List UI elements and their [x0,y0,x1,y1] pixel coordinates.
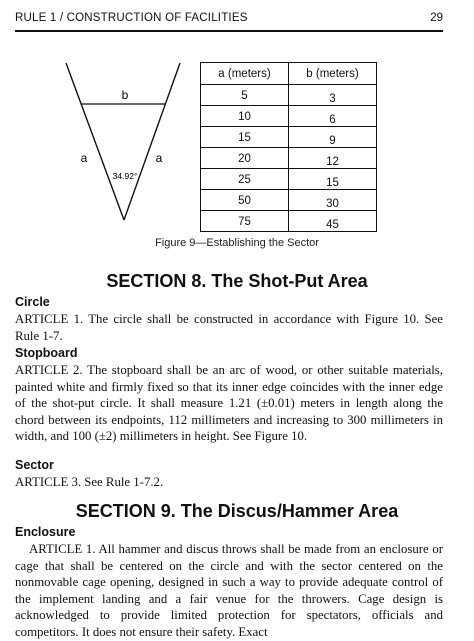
cell-a: 50 [201,190,289,211]
table-row [201,85,377,106]
table-row [201,127,377,148]
cell-b: 45 [289,211,377,232]
circle-paragraph: ARTICLE 1. The circle shall be constructed in accordance with Figure 10. See Rule 1-7. [15,312,443,343]
cell-a: 75 [201,211,289,232]
header-title: RULE 1 / CONSTRUCTION OF FACILITIES [15,12,248,24]
sector-heading: Sector [15,458,54,472]
sector-dimensions-table [200,62,377,232]
label-a-right: a [155,151,163,165]
sector-diagram [60,55,190,230]
section-8-heading: SECTION 8. The Shot-Put Area [106,271,368,291]
cell-a: 5 [201,85,289,106]
table-row [201,148,377,169]
sector-paragraph: ARTICLE 3. See Rule 1-7.2. [15,475,164,489]
label-a-left: a [80,151,88,165]
table-row [201,106,377,127]
sector-line-right [121,63,180,220]
cell-b: 30 [289,190,377,211]
stopboard-heading: Stopboard [15,346,78,360]
table-row [201,190,377,211]
table-row [201,211,377,232]
enclosure-paragraph: ARTICLE 1. All hammer and discus throws shall be made from an enclosure or cage that shall be centered on the circle and with the sector centered on the nonmovable cage opening, designed in such a way to provide adequate control of the implement landing and a fair venue for the throwers. Cage design is acknowledged to provide limited protection for spectators, officials and competitors. It does not ensure their safety. Exact [15,542,443,639]
cell-a: 25 [201,169,289,190]
column-header-b: b (meters) [289,63,377,85]
cell-b: 6 [289,106,377,127]
stopboard-paragraph: ARTICLE 2. The stopboard shall be an arc of wood, or other suitable materials, painted white and firmly fixed so that its inner edge coincides with the inner edge of the shot-put circle. It shall measure 1.21 (±0.01) meters in length along the chord between its endpoints, 112 millimeters and increasing to 300 millimeters in width, and 100 (±2) millimeters in height. See Figure 10. [15,363,443,444]
table-row [201,169,377,190]
cell-a: 20 [201,148,289,169]
angle-label: 34.92° [112,171,138,181]
sector-line-left [66,63,124,220]
enclosure-heading: Enclosure [15,525,76,539]
column-header-a: a (meters) [201,63,289,85]
running-header [15,10,443,32]
figure-caption: Figure 9—Establishing the Sector [155,237,319,249]
page-number: 29 [430,12,443,24]
cell-b: 12 [289,148,377,169]
cell-b: 3 [289,85,377,106]
label-b: b [121,88,129,102]
cell-a: 10 [201,106,289,127]
cell-a: 15 [201,127,289,148]
circle-heading: Circle [15,295,50,309]
cell-b: 15 [289,169,377,190]
cell-b: 9 [289,127,377,148]
table-header-row [201,63,377,85]
section-9-heading: SECTION 9. The Discus/Hammer Area [75,501,399,521]
